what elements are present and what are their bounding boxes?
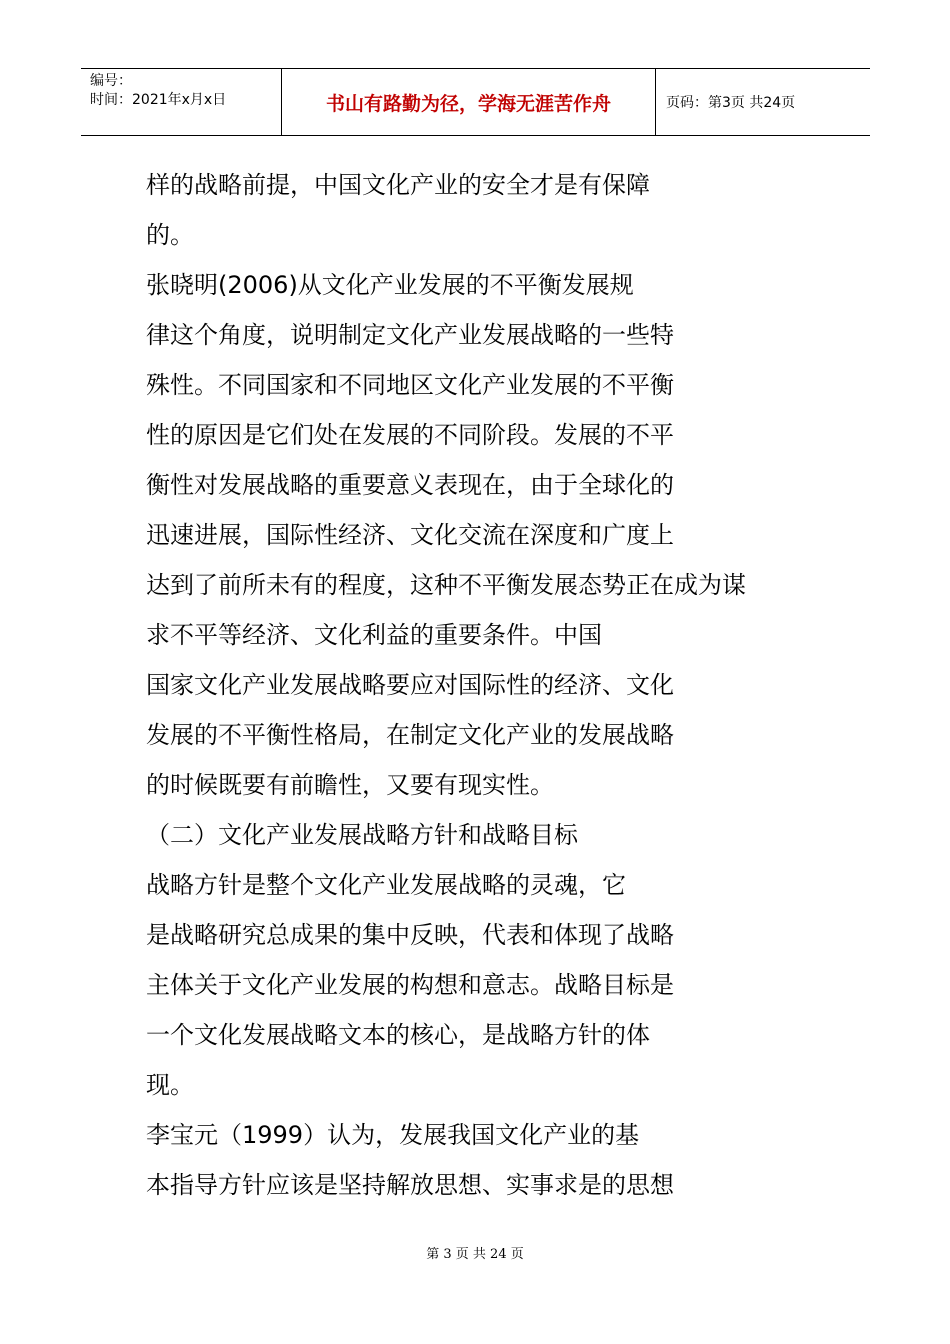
text-line: 国家文化产业发展战略要应对国际性的经济、文化	[146, 671, 674, 699]
text-line: 达到了前所未有的程度，这种不平衡发展态势正在成为谋	[146, 571, 746, 599]
body-text	[146, 160, 826, 1210]
header-page-info: 页码：第3页 共24页	[666, 95, 796, 111]
text-line: 性的原因是它们处在发展的不同阶段。发展的不平	[146, 421, 674, 449]
text-line: 李宝元（1999）认为，发展我国文化产业的基	[146, 1121, 640, 1149]
text-line: 现。	[146, 1071, 194, 1099]
header-page-cell	[656, 69, 870, 135]
text-line: 的时候既要有前瞻性，又要有现实性。	[146, 771, 554, 799]
page-footer: 第 3 页 共 24 页	[426, 1247, 524, 1262]
text-line: 样的战略前提，中国文化产业的安全才是有保障	[146, 171, 650, 199]
text-line: 是战略研究总成果的集中反映，代表和体现了战略	[146, 921, 674, 949]
header-motto: 书山有路勤为径，学海无涯苦作舟	[325, 93, 611, 115]
text-line: 迅速进展，国际性经济、文化交流在深度和广度上	[146, 521, 674, 549]
header-meta-cell	[81, 69, 282, 135]
document-number-label: 编号：	[90, 73, 132, 89]
text-line: 求不平等经济、文化利益的重要条件。中国	[146, 621, 602, 649]
text-line: 衡性对发展战略的重要意义表现在，由于全球化的	[146, 471, 674, 499]
text-line: 的。	[146, 221, 194, 249]
text-line: 律这个角度，说明制定文化产业发展战略的一些特	[146, 321, 674, 349]
page-header	[81, 68, 870, 136]
header-motto-cell	[282, 69, 656, 135]
text-line: 主体关于文化产业发展的构想和意志。战略目标是	[146, 971, 674, 999]
text-line: 殊性。不同国家和不同地区文化产业发展的不平衡	[146, 371, 674, 399]
text-line: 张晓明(2006)从文化产业发展的不平衡发展规	[146, 271, 634, 299]
document-date-label: 时间：2021年x月x日	[90, 92, 227, 108]
text-line: 战略方针是整个文化产业发展战略的灵魂，它	[146, 871, 626, 899]
text-line: 发展的不平衡性格局，在制定文化产业的发展战略	[146, 721, 674, 749]
text-line: 一个文化发展战略文本的核心，是战略方针的体	[146, 1021, 650, 1049]
text-line: 本指导方针应该是坚持解放思想、实事求是的思想	[146, 1171, 674, 1199]
section-heading: （二）文化产业发展战略方针和战略目标	[146, 821, 578, 849]
